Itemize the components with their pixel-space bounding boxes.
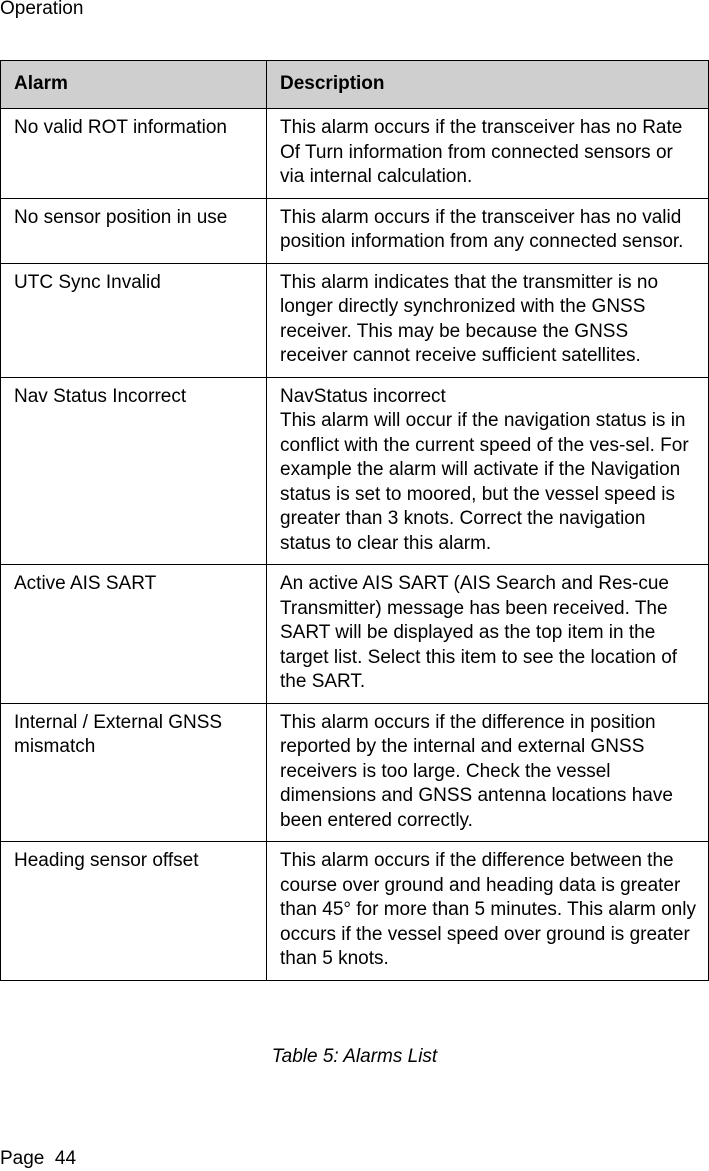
table-row — [1, 263, 709, 377]
column-header-alarm: Alarm — [1, 61, 267, 109]
alarm-cell: Nav Status Incorrect — [1, 377, 267, 565]
alarm-cell: Active AIS SART — [1, 565, 267, 704]
description-cell: This alarm occurs if the transceiver has no valid position information from any connected sensor. — [267, 198, 709, 263]
description-cell: This alarm occurs if the transceiver has no Rate Of Turn information from connected sensors or via internal calculation. — [267, 109, 709, 199]
description-body: This alarm will occur if the navigation status is in conflict with the current speed of the ves-sel. For example the alarm will activate if the Navigation status is set to moored, but the vessel speed is greater than 3 knots. Correct the navigation status to clear this alarm. — [280, 410, 689, 554]
table-row — [1, 198, 709, 263]
table-row — [1, 565, 709, 704]
description-cell: This alarm occurs if the difference between the course over ground and heading data is greater than 45° for more than 5 minutes. This alarm only occurs if the vessel speed over ground is greater than 5 knots. — [267, 842, 709, 981]
section-header: Operation — [0, 0, 84, 19]
alarm-cell: No sensor position in use — [1, 198, 267, 263]
table-header-row — [1, 61, 709, 109]
description-cell — [267, 377, 709, 565]
description-title: NavStatus incorrect — [280, 385, 446, 407]
description-cell: This alarm indicates that the transmitter is no longer directly synchronized with the GNSS receiver. This may be because the GNSS receiver cannot receive sufficient satellites. — [267, 263, 709, 377]
table-row — [1, 703, 709, 842]
column-header-description: Description — [267, 61, 709, 109]
alarm-cell: Heading sensor offset — [1, 842, 267, 981]
alarms-table — [0, 60, 709, 981]
page-number: Page 44 — [0, 1148, 77, 1169]
alarm-cell: Internal / External GNSS mismatch — [1, 703, 267, 842]
description-cell: An active AIS SART (AIS Search and Res-cue Transmitter) message has been received. The SART will be displayed as the top item in the target list. Select this item to see the location of the SART. — [267, 565, 709, 704]
table-caption: Table 5: Alarms List — [271, 1046, 438, 1067]
table-row — [1, 377, 709, 565]
alarm-cell: UTC Sync Invalid — [1, 263, 267, 377]
alarm-cell: No valid ROT information — [1, 109, 267, 199]
description-cell: This alarm occurs if the difference in position reported by the internal and external GNSS receivers is too large. Check the vessel dimensions and GNSS antenna locations have been entered correctly. — [267, 703, 709, 842]
table-row — [1, 109, 709, 199]
table-row — [1, 842, 709, 981]
